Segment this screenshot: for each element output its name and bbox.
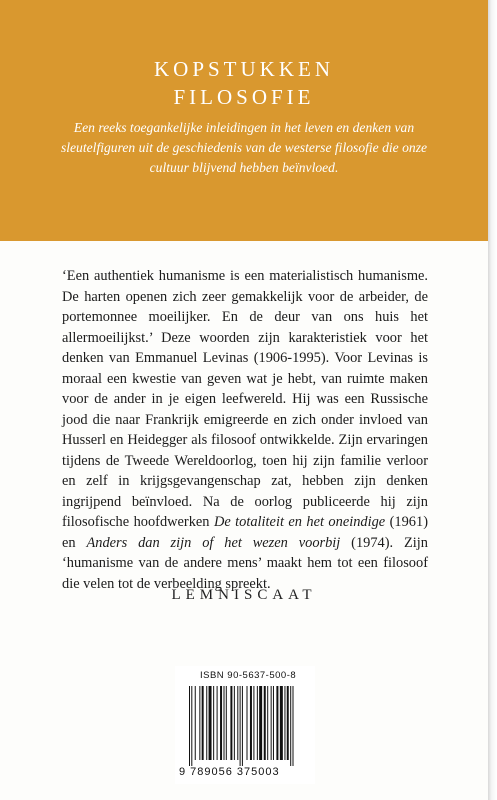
publisher-name: LEMNISCAAT (171, 587, 317, 603)
ean-number: 9 789056 375003 (179, 766, 280, 778)
series-name: KOPSTUKKEN (153, 57, 334, 81)
barcode-label (175, 666, 315, 784)
work-title-2: Anders dan zijn of het wezen voorbij (86, 534, 341, 551)
blurb-part-2: (1961) en (62, 514, 428, 551)
series-title: FILOSOFIE (173, 85, 315, 109)
blurb-part-3: (1974). Zijn ‘humanisme van de andere mens’ maakt hem tot een filosoof die velen tot de verbeelding spreekt. (62, 534, 428, 592)
series-description: Een reeks toegankelijke inleidingen in het leven en denken van sleutelfiguren uit de geschiedenis van de westerse filosofie die onze cultuur blijvend hebben beïnvloed. (60, 120, 428, 175)
blurb-text (62, 266, 428, 594)
series-band (0, 0, 488, 241)
work-title-1: De totaliteit en het oneindige (213, 514, 386, 530)
isbn-number: ISBN 90-5637-500-8 (200, 670, 297, 681)
spine-edge (488, 0, 497, 800)
blurb-part-1: ‘Een authentiek humanisme is een materialistisch humanisme. De harten openen zich zeer gemakkelijk voor de arbeider, de portemonnee moeilijker. En de deur van ons huis het allermoeilijkst.’ Deze woorden zijn karakteristiek voor het denken van Emmanuel Levinas (1906-1995). Voor Levinas is moraal een kwestie van geven wat je hebt, van ruimte maken voor de ander in je eigen leefwereld. Hij was een Russische jood die naar Frankrijk emigreerde en zich onder invloed van Husserl en Heidegger als filosoof ontwikkelde. Zijn ervaringen tijdens de Tweede Wereldoorlog, toen hij zijn familie verloor en zelf in krijgsgevangenschap zat, hebben zijn denken ingrijpend beïnvloed. Na de oorlog publiceerde hij zijn filosofische hoofdwerken (62, 268, 428, 530)
barcode-bars (187, 686, 303, 766)
